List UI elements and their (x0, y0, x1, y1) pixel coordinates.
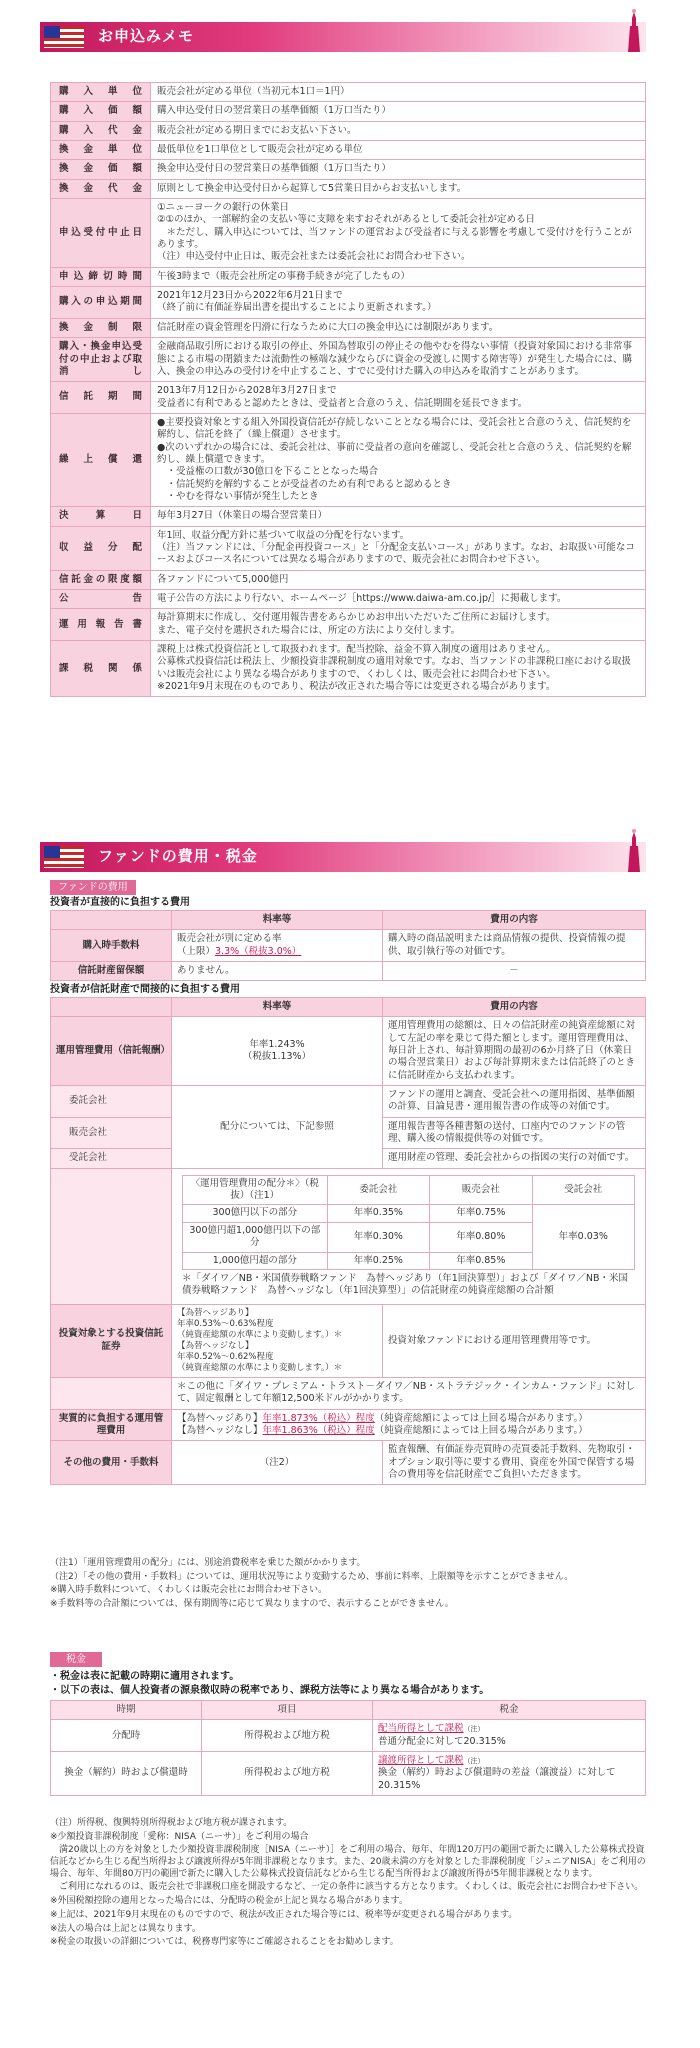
memo-row (51, 590, 646, 609)
direct-cost-table (50, 910, 646, 981)
mgmt-fee-label: 運用管理費用（信託報酬） (51, 1017, 172, 1086)
allocation-table: 〈運用管理費用の配分＊〉（税抜）（注1） 委託会社 販売会社 受託会社 300億円以下の部分 年率0.35% 年率0.75% 年率0.03% 300億円超1,000億円以下の部分 年率0.30% 年率0.80% 1,000億円超の部分 年率0.25% 年率0.85% (182, 1175, 635, 1270)
sub-row-label-0: 委託会社 (51, 1086, 172, 1118)
us-flag-icon (44, 846, 84, 868)
other-fee-label: その他の費用・手数料 (51, 1441, 172, 1485)
memo-value: 毎年3月27日（休業日の場合翌営業日） (151, 507, 646, 526)
memo-key: 繰上償還 (51, 413, 151, 506)
real-fee-content: 【為替ヘッジあり】年率1.873%（税込）程度（純資産総額によっては上回る場合があります。） 【為替ヘッジなし】年率1.863%（税込）程度（純資産総額によっては上回る場合があります。） (172, 1409, 646, 1441)
memo-key: 購入・換金申込受付の中止および取消し (51, 338, 151, 382)
retention-rate: ありません。 (172, 962, 383, 981)
trustee-rate: 年率0.03% (532, 1205, 634, 1269)
memo-key: 購入価額 (51, 102, 151, 121)
memo-value: 各ファンドについて5,000億円 (151, 570, 646, 589)
memo-value: 電子公告の方法により行ない、ホームページ［https://www.daiwa-am.co.jp/］に掲載します。 (151, 590, 646, 609)
fund-fee-label: ファンドの費用 (50, 880, 136, 895)
retention-content: － (383, 962, 646, 981)
memo-row (51, 641, 646, 697)
memo-row (51, 318, 646, 337)
indirect-cost-heading: 投資者が信託財産で間接的に負担する費用 (50, 984, 240, 995)
memo-key: 収益分配 (51, 526, 151, 570)
memo-row (51, 609, 646, 641)
tax-notes: （注）所得税、復興特別所得税および地方税が課されます。 ※少額投資非課税制度「愛称：NISA（ニーサ）」をご利用の場合 満20歳以上の方を対象とした少額投資非課税制度［NISA（ニーサ）］をご利用の場合、毎年、年間120万円の範囲で新たに購入した公募株式投資信託などから生じる配当所得および譲渡所得が5年間非課税となります。また、20歳未満の方を対象とした非課税制度「ジュニアNISA」をご利用の場合、毎年、年間80万円の範囲で新たに購入した公募株式投資信託などから生じる配当所得および譲渡所得が5年間非課税となります。 ご利用になれるのは、販売会社で非課税口座を開設するなど、一定の条件に該当する方となります。くわしくは、販売会社にお問合わせ下さい。 ※外国税額控除の適用となった場合には、分配時の税金が上記と異なる場合があります。 ※上記は、2021年9月末現在のものですので、税法が改正された場合等には、税率等が変更される場合があります。 ※法人の場合は上記とは異なります。 ※税金の取扱いの詳細については、税務専門家等にご確認されることをお勧めします。 (50, 1818, 646, 1948)
memo-key: 信託金の限度額 (51, 570, 151, 589)
memo-value: 販売会社が定める期日までにお支払い下さい。 (151, 121, 646, 140)
invest-target-label: 投資対象とする投資信託証券 (51, 1304, 172, 1377)
other-fee-rate: （注2） (172, 1441, 383, 1485)
memo-row (51, 413, 646, 506)
memo-key: 申込受付中止日 (51, 199, 151, 268)
tax-line-1: ・税金は表に記載の時期に適用されます。 (50, 1671, 240, 1682)
memo-row (51, 141, 646, 160)
memo-value: 原則として換金申込受付日から起算して5営業日目からお支払いします。 (151, 179, 646, 198)
memo-value: 毎計算期末に作成し、交付運用報告書をあらかじめお申出いただいたご住所にお届けします。 また、電子交付を選択された場合には、所定の方法により交付します。 (151, 609, 646, 641)
memo-value: 最低単位を1口単位として販売会社が定める単位 (151, 141, 646, 160)
memo-row (51, 267, 646, 286)
memo-row (51, 160, 646, 179)
sub-row-label-2: 受託会社 (51, 1149, 172, 1168)
mgmt-fee-rate: 年率1.243% （税抜1.13%） (172, 1017, 383, 1086)
memo-row (51, 382, 646, 414)
statue-of-liberty-icon (620, 8, 648, 52)
invest-target-rate: 【為替ヘッジあり】 年率0.53%～0.63%程度 （純資産総額の水準により変動します。）＊ 【為替ヘッジなし】 年率0.52%～0.62%程度 （純資産総額の水準により変動します。）＊ (172, 1304, 383, 1377)
buy-fee-content: 購入時の商品説明または商品情報の提供、投資情報の提供、取引執行等の対価です。 (383, 930, 646, 962)
memo-key: 公告 (51, 590, 151, 609)
memo-key: 信託期間 (51, 382, 151, 414)
memo-key: 購入単位 (51, 83, 151, 102)
statue-of-liberty-icon (620, 828, 648, 872)
buy-fee-rate: 販売会社が別に定める率 （上限）3.3%（税抜3.0%） (172, 930, 383, 962)
memo-value: 信託財産の資金管理を円滑に行なうために大口の換金申込には制限があります。 (151, 318, 646, 337)
invest-target-footnote: ＊この他に「ダイワ・プレミアム・トラスト－ダイワ／NB・ストラテジック・インカム・ファンド」に対して、固定報酬として年額12,500米ドルがかかります。 (172, 1377, 646, 1409)
memo-value: 金融商品取引所における取引の停止、外国為替取引の停止その他やむを得ない事情（投資対象国における非常事態による市場の閉鎖または流動性の極端な減少ならびに資金の受渡しに関する障害等）が発生した場合には、購入、換金の申込みの受付けを中止すること、すでに受付けた購入の申込みを取消すことがあります。 (151, 338, 646, 382)
section-header-fees-taxes (40, 842, 646, 872)
memo-key: 換金制限 (51, 318, 151, 337)
memo-row (51, 83, 646, 102)
direct-cost-heading: 投資者が直接的に負担する費用 (50, 897, 190, 908)
memo-key: 課税関係 (51, 641, 151, 697)
memo-value: 年1回、収益分配方針に基づいて収益の分配を行ないます。 （注）当ファンドには、「分配金再投資コース」と「分配金支払いコース」があります。なお、お取扱い可能なコースおよびコース名については異なる場合がありますので、販売会社にお問合わせ下さい。 (151, 526, 646, 570)
memo-key: 決算日 (51, 507, 151, 526)
tax-row: 換金（解約）時および償還時 所得税および地方税 譲渡所得として課税（注） 換金（解約）時および償還時の差益（譲渡益）に対して20.315% (51, 1752, 646, 1796)
col-rate: 料率等 (172, 911, 383, 930)
other-fee-content: 監査報酬、有価証券売買時の売買委託手数料、先物取引・オプション取引等に要する費用、資産を外国で保管する場合の費用等を信託財産でご負担いただきます。 (383, 1441, 646, 1485)
section-title: ファンドの費用・税金 (98, 847, 258, 865)
section-header-application-memo (40, 22, 646, 52)
sub-row-label-1: 販売会社 (51, 1117, 172, 1149)
tax-table: 時期 項目 税金 分配時 所得税および地方税 配当所得として課税（注） 普通分配金に対して20.315% 換金（解約）時および償還時 所得税および地方税 譲渡所得として課税（注） 換金（解約）時および償還時の差益（譲渡益）に対して20.315% (50, 1700, 646, 1796)
sub-row-content-0: ファンドの運用と調査、受託会社への運用指図、基準価額の計算、目論見書・運用報告書の作成等の対価です。 (383, 1086, 646, 1118)
mgmt-fee-content: 運用管理費用の総額は、日々の信託財産の純資産総額に対して左記の率を乗じて得た額とします。運用管理費用は、毎日計上され、毎計算期間の最初の6か月終了日（休業日の場合翌営業日）および毎計算期末または信託終了のときに信託財産から支払われます。 (383, 1017, 646, 1086)
retention-label: 信託財産留保額 (51, 962, 172, 981)
memo-value: 課税上は株式投資信託として取扱われます。配当控除、益金不算入制度の適用はありません。 公募株式投資信託は税法上、少額投資非課税制度の適用対象です。なお、当ファンドの非課税口座における取扱いは販売会社により異なる場合がありますので、くわしくは、販売会社にお問合わせ下さい。 ※2021年9月末現在のものであり、税法が改正された場合等には変更される場合があります。 (151, 641, 646, 697)
invest-target-content: 投資対象ファンドにおける運用管理費用等です。 (383, 1304, 646, 1377)
tax-label: 税金 (50, 1652, 102, 1667)
memo-row (51, 507, 646, 526)
buy-fee-max: 3.3%（税抜3.0%） (215, 945, 302, 957)
memo-key: 購入の申込期間 (51, 287, 151, 319)
memo-key: 購入代金 (51, 121, 151, 140)
us-flag-icon (44, 26, 84, 48)
allocation-footnote: ＊「ダイワ／NB・米国債券戦略ファンド 為替ヘッジあり（年1回決算型）」および「ダイワ／NB・米国債券戦略ファンド 為替ヘッジなし（年1回決算型）」の信託財産の純資産総額の合計額 (182, 1272, 628, 1297)
memo-key: 換金価額 (51, 160, 151, 179)
memo-value: 2021年12月23日から2022年6月21日まで （終了前に有価証券届出書を提出することにより更新されます。） (151, 287, 646, 319)
memo-row (51, 121, 646, 140)
tax-line-2: ・以下の表は、個人投資者の源泉徴収時の税率であり、課税方法等により異なる場合があります。 (50, 1685, 490, 1696)
indirect-cost-table: 料率等 費用の内容 運用管理費用（信託報酬） 年率1.243% （税抜1.13%） 運用管理費用の総額は、日々の信託財産の純資産総額に対して左記の率を乗じて得た額とします。運用管理費用は、毎日計上され、毎計算期間の最初の6か月終了日（休業日の場合翌営業日）および毎計算期末または信託終了のときに信託財産から支払われます。 委託会社 配分については、下記参照 ファンドの運用と調査、受託会社への運用指図、基準価額の計算、目論見書・運用報告書の作成等の対価です。 販売会社 運用報告書等各種書類の送付、口座内でのファンドの管理、購入後の情報提供等の対価です。 受託会社 運用財産の管理、委託会社からの指図の実行の対価です。 〈運用管理費用の配分＊〉（税抜）（注1） 委託会社 販売会社 受託会社 300億円以下の部分 年率0.35% 年率0.75% 年率0.03% 300億円超1,000億円以下の部分 年率0.30% 年率0.80% 1,000億円超の部分 年率0.25% 年率0.85% ＊「ダイワ／NB・米国債券戦略ファンド 為替ヘッジあり（年1回決算型）」および「ダイワ／NB・米国債券戦略ファンド 為替ヘッジなし（年1回決算型）」の信託財産の純資産総額の合計額 投資対象とする投資信託証券 【為替ヘッジあり】 年率0.53%～0.63%程度 （純資産総額の水準により変動します。）＊ 【為替ヘッジなし】 年率0.52%～0.62%程度 （純資産総額の水準により変動します。）＊ 投資対象ファンドにおける運用管理費用等です。 ＊この他に「ダイワ・プレミアム・トラスト－ダイワ／NB・ストラテジック・インカム・ファンド」に対して、固定報酬として年額12,500米ドルがかかります。 実質的に負担する運用管理費用 【為替ヘッジあり】年率1.873%（税込）程度（純資産総額によっては上回る場合があります。） 【為替ヘッジなし】年率1.863%（税込）程度（純資産総額によっては上回る場合があります。） その他の費用・手数料 （注2） 監査報酬、有価証券売買時の売買委託手数料、先物取引・オプション取引等に要する費用、資産を外国で保管する場合の費用等を信託財産でご負担いただきます。 (50, 997, 646, 1485)
memo-key: 申込締切時間 (51, 267, 151, 286)
memo-row (51, 570, 646, 589)
fee-notes: （注1）「運用管理費用の配分」には、別途消費税率を乗じた額がかかります。 （注2）「その他の費用・手数料」については、運用状況等により変動するため、事前に料率、上限額等を示すことができません。 ※購入時手数料について、くわしくは販売会社にお問合わせ下さい。 ※手数料等の合計額については、保有期間等に応じて異なりますので、表示することができません。 (50, 1558, 574, 1610)
memo-row (51, 526, 646, 570)
allocation-cell (172, 1168, 646, 1304)
memo-key: 換金代金 (51, 179, 151, 198)
application-memo-table (50, 82, 646, 697)
memo-value: 販売会社が定める単位（当初元本1口＝1円） (151, 83, 646, 102)
memo-value: 換金申込受付日の翌営業日の基準価額（1万口当たり） (151, 160, 646, 179)
sub-row-content-1: 運用報告書等各種書類の送付、口座内でのファンドの管理、購入後の情報提供等の対価です。 (383, 1117, 646, 1149)
sub-row-content-2: 運用財産の管理、委託会社からの指図の実行の対価です。 (383, 1149, 646, 1168)
memo-value: 2013年7月12日から2028年3月27日まで 受益者に有利であると認めたときは、受益者と合意のうえ、信託期間を延長できます。 (151, 382, 646, 414)
memo-row (51, 179, 646, 198)
memo-value: 購入申込受付日の翌営業日の基準価額（1万口当たり） (151, 102, 646, 121)
tax-row: 分配時 所得税および地方税 配当所得として課税（注） 普通分配金に対して20.315% (51, 1720, 646, 1752)
memo-row (51, 287, 646, 319)
memo-row (51, 338, 646, 382)
col-content: 費用の内容 (383, 911, 646, 930)
memo-row (51, 199, 646, 268)
memo-value: 午後3時まで（販売会社所定の事務手続きが完了したもの） (151, 267, 646, 286)
allocation-note: 配分については、下記参照 (172, 1086, 383, 1169)
memo-key: 運用報告書 (51, 609, 151, 641)
memo-key: 換金単位 (51, 141, 151, 160)
memo-row (51, 102, 646, 121)
real-fee-label: 実質的に負担する運用管理費用 (51, 1409, 172, 1441)
buy-fee-label: 購入時手数料 (51, 930, 172, 962)
section-title: お申込みメモ (98, 27, 195, 45)
memo-value: ●主要投資対象とする組入外国投資信託が存続しないこととなる場合には、受託会社と合意のうえ、信託契約を解約し、信託を終了（繰上償還）させます。 ●次のいずれかの場合には、委託会社は、事前に受益者の意向を確認し、受託会社と合意のうえ、信託契約を解約し、繰上償還できます。 ・受益権の口数が30億口を下ることとなった場合 ・信託契約を解約することが受益者のため有利であると認めるとき ・やむを得ない事情が発生したとき (151, 413, 646, 506)
memo-value: ①ニューヨークの銀行の休業日 ②①のほか、一部解約金の支払い等に支障を来すおそれがあるとして委託会社が定める日 ＊ただし、購入申込については、当ファンドの運営および受益者に与える影響を考慮して受付けを行うことがあります。 （注）申込受付中止日は、販売会社または委託会社にお問合わせ下さい。 (151, 199, 646, 268)
